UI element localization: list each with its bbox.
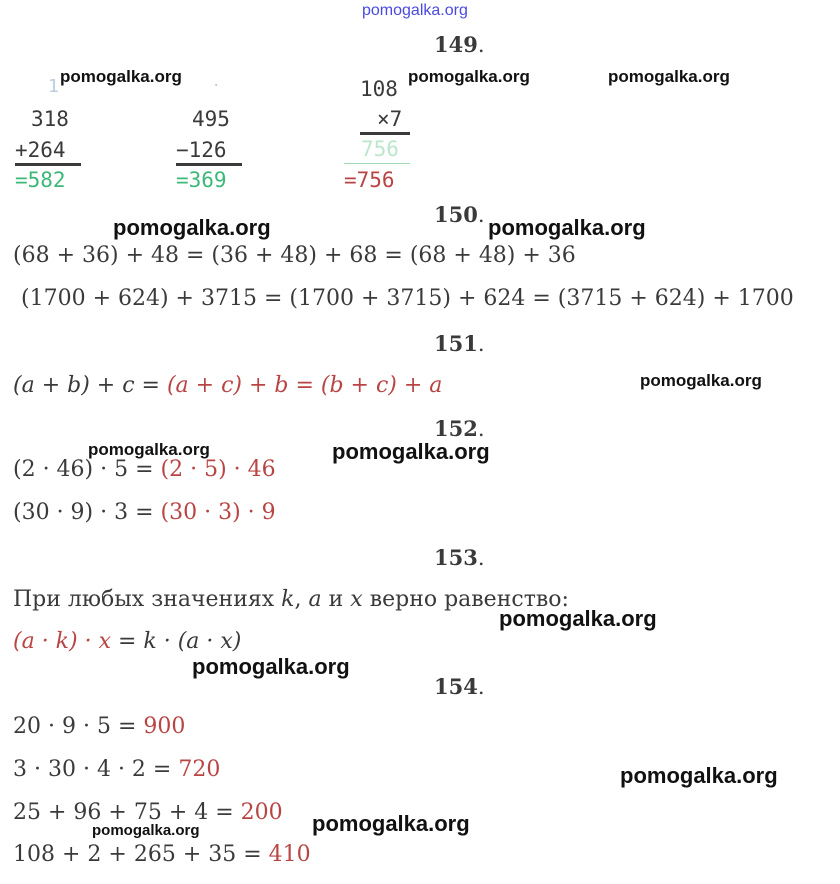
carry-digit: 1 <box>48 76 59 97</box>
watermark: pomogalka.org <box>408 67 530 86</box>
watermark: pomogalka.org <box>60 67 182 86</box>
watermark: pomogalka.org <box>113 215 271 240</box>
equation-154-3: 25 + 96 + 75 + 4 = 200 <box>13 800 283 825</box>
sentence-153: При любых значениях k, a и x верно равенство: <box>13 587 569 612</box>
watermark: pomogalka.org <box>488 215 646 240</box>
multiplier: ×7 <box>377 107 403 131</box>
equation-154-1: 20 · 9 · 5 = 900 <box>13 714 186 739</box>
draft-line <box>344 163 410 164</box>
watermark: pomogalka.org <box>499 606 657 631</box>
difference-result: =369 <box>176 168 227 192</box>
equation-152-1: (2 · 46) · 5 = (2 · 5) · 46 <box>13 457 276 482</box>
product-draft: 756 <box>361 137 399 161</box>
equation-150-2: (1700 + 624) + 3715 = (1700 + 3715) + 624 = (3715 + 624) + 1700 <box>21 286 794 311</box>
equation-152-2: (30 · 9) · 3 = (30 · 3) · 9 <box>13 500 276 525</box>
borrow-mark: · <box>212 78 221 94</box>
watermark: pomogalka.org <box>92 822 200 839</box>
equation-154-2: 3 · 30 · 4 · 2 = 720 <box>13 757 221 782</box>
minuend: 495 <box>192 107 230 131</box>
equation-151: (a + b) + c = (a + c) + b = (b + c) + a <box>13 373 443 398</box>
difference-line <box>176 163 242 166</box>
task-number-151: 151. <box>434 331 485 356</box>
product-line <box>360 132 410 135</box>
watermark-top: pomogalka.org <box>362 2 468 19</box>
watermark: pomogalka.org <box>332 439 490 464</box>
watermark: pomogalka.org <box>192 654 350 679</box>
watermark: pomogalka.org <box>88 440 210 459</box>
task-number-154: 154. <box>434 674 485 699</box>
addend-b: +264 <box>15 138 66 162</box>
multiplicand: 108 <box>360 77 398 101</box>
sum-line <box>15 163 81 166</box>
task-number-153: 153. <box>434 545 485 570</box>
task-number-150: 150. <box>434 202 485 227</box>
product-result: =756 <box>344 168 395 192</box>
watermark: pomogalka.org <box>312 811 470 836</box>
watermark: pomogalka.org <box>640 371 762 390</box>
watermark: pomogalka.org <box>620 763 778 788</box>
equation-153: (a · k) · x = k · (a · x) <box>13 629 242 654</box>
equation-154-4: 108 + 2 + 265 + 35 = 410 <box>13 842 311 867</box>
equation-150-1: (68 + 36) + 48 = (36 + 48) + 68 = (68 + 48) + 36 <box>13 243 576 268</box>
task-number-152: 152. <box>434 416 485 441</box>
sum-result: =582 <box>15 168 66 192</box>
addend-a: 318 <box>31 107 69 131</box>
task-number-149: 149. <box>434 32 485 57</box>
subtrahend: −126 <box>176 138 227 162</box>
watermark: pomogalka.org <box>608 67 730 86</box>
